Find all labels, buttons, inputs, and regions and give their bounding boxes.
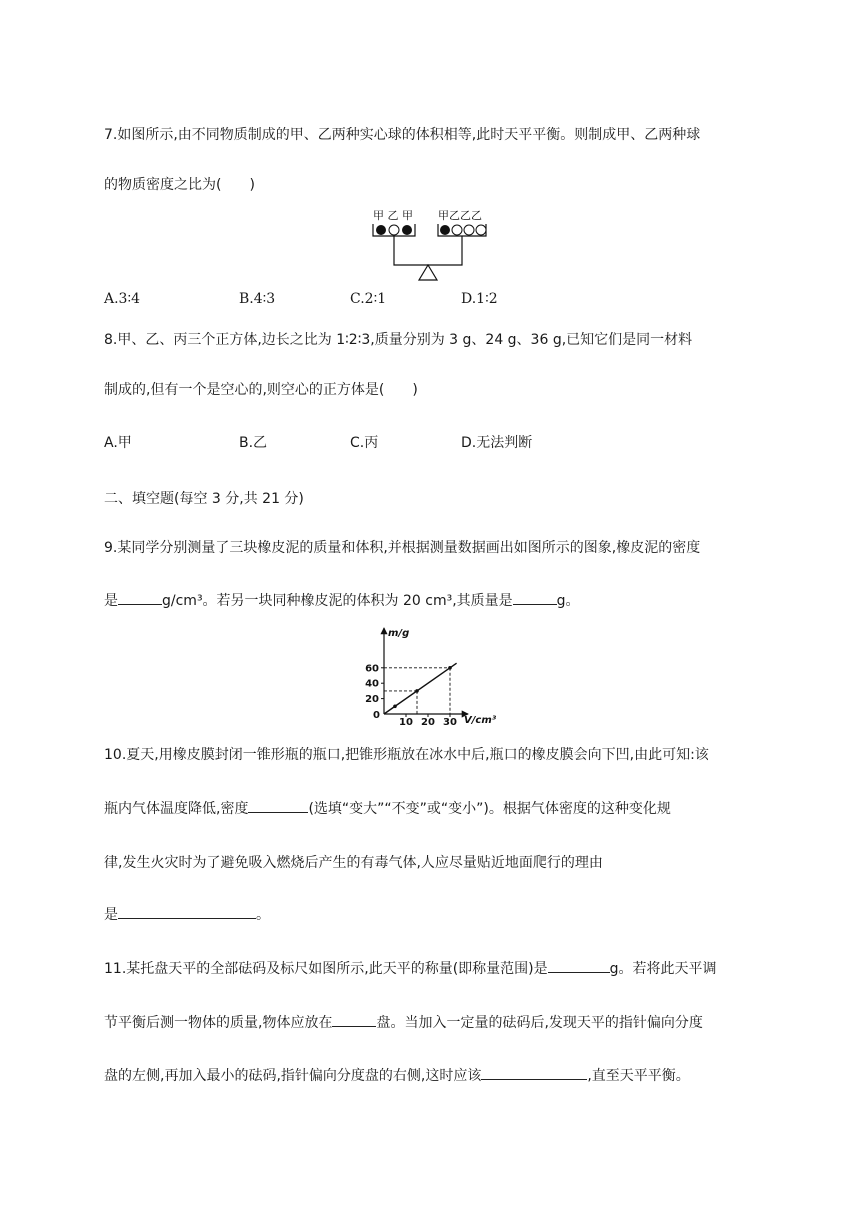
y-tick-label: 60	[365, 663, 379, 675]
q10-text-c: 是	[104, 907, 118, 923]
q11-text-d: 盘。当加入一定量的砝码后,发现天平的指针偏向分度	[376, 1015, 703, 1031]
q11-text-b: g。若将此天平调	[609, 961, 717, 977]
balance-figure	[368, 208, 492, 286]
q11-text-f: ,直至天平平衡。	[587, 1068, 690, 1084]
q10-stem-line-1: 10.夏天,用橡皮膜封闭一锥形瓶的瓶口,把锥形瓶放在冰水中后,瓶口的橡皮膜会向下凹,由此可知:该	[104, 747, 709, 763]
q11-text-c: 节平衡后测一物体的质量,物体应放在	[104, 1015, 333, 1031]
q10-stem-line-4	[104, 904, 270, 925]
data-point	[448, 666, 452, 670]
q11-stem-line-2	[104, 1012, 703, 1033]
q9-text-b: g/cm³。若另一块同种橡皮泥的体积为 20 cm³,其质量是	[162, 593, 513, 609]
q11-stem-line-3	[104, 1065, 690, 1086]
q7-stem-line-1: 7.如图所示,由不同物质制成的甲、乙两种实心球的体积相等,此时天平平衡。则制成甲、乙两种球	[104, 127, 701, 143]
q8-stem-line-1: 8.甲、乙、丙三个正方体,边长之比为 1∶2∶3,质量分别为 3 g、24 g、36 g,已知它们是同一材料	[104, 332, 693, 348]
q8-option-a: A.甲	[104, 435, 132, 451]
ball-jia	[402, 225, 412, 235]
q11-blank-action[interactable]	[481, 1065, 587, 1080]
q7-option-c: C.2∶1	[350, 291, 387, 307]
y-axis-label: m/g	[388, 628, 410, 639]
data-point	[415, 689, 419, 693]
y-tick-label: 40	[365, 678, 379, 690]
q11-text-a: 11.某托盘天平的全部砝码及标尺如图所示,此天平的称量(即称量范围)是	[104, 961, 548, 977]
q11-blank-pan[interactable]	[332, 1012, 376, 1027]
q8-option-b: B.乙	[239, 435, 268, 451]
q10-text-d: 。	[256, 907, 270, 923]
q9-text-a: 是	[104, 593, 118, 609]
q10-text-a: 瓶内气体温度降低,密度	[104, 801, 249, 817]
q7-option-a: A.3∶4	[104, 291, 141, 307]
data-point	[393, 705, 397, 709]
x-tick-label: 10	[399, 717, 413, 726]
x-tick-label: 30	[443, 717, 457, 726]
y-tick-label: 20	[365, 694, 379, 706]
q10-stem-line-2	[104, 798, 671, 819]
origin-label: 0	[373, 710, 380, 721]
q9-blank-density[interactable]	[118, 590, 162, 605]
ball-yi	[464, 225, 474, 235]
q11-blank-range[interactable]	[548, 958, 610, 973]
x-axis-label: V/cm³	[464, 715, 497, 726]
ball-yi	[452, 225, 462, 235]
ball-jia	[376, 225, 386, 235]
q8-option-d: D.无法判断	[461, 435, 533, 451]
ball-jia	[440, 225, 450, 235]
q10-stem-line-3: 律,发生火灾时为了避免吸入燃烧后产生的有毒气体,人应尽量贴近地面爬行的理由	[104, 855, 603, 871]
q11-stem-line-1	[104, 958, 717, 979]
q10-text-b: (选填“变大”“不变”或“变小”)。根据气体密度的这种变化规	[308, 801, 671, 817]
section-title: 二、填空题(每空 3 分,共 21 分)	[104, 491, 304, 507]
q9-text-c: g。	[556, 593, 580, 609]
right-pan-label: 甲乙乙乙	[438, 209, 482, 222]
x-tick-label: 20	[421, 717, 435, 726]
q9-blank-mass[interactable]	[513, 590, 557, 605]
q8-option-c: C.丙	[350, 435, 379, 451]
fulcrum-triangle	[419, 265, 437, 280]
q11-text-e: 盘的左侧,再加入最小的砝码,指针偏向分度盘的右侧,这时应该	[104, 1068, 482, 1084]
q9-stem-line-2	[104, 590, 580, 611]
q10-blank-density[interactable]	[248, 798, 308, 813]
q9-stem-line-1: 9.某同学分别测量了三块橡皮泥的质量和体积,并根据测量数据画出如图所示的图象,橡皮泥的密度	[104, 540, 701, 556]
q7-stem-line-2: 的物质密度之比为( )	[104, 177, 255, 193]
q8-stem-line-2: 制成的,但有一个是空心的,则空心的正方体是( )	[104, 382, 418, 398]
left-pan-label: 甲 乙 甲	[373, 209, 413, 222]
ball-yi	[389, 225, 399, 235]
q7-option-b: B.4∶3	[239, 291, 276, 307]
mass-volume-chart	[360, 624, 510, 726]
q10-blank-reason[interactable]	[118, 904, 256, 919]
ball-yi	[476, 225, 486, 235]
q7-option-d: D.1∶2	[461, 291, 498, 307]
